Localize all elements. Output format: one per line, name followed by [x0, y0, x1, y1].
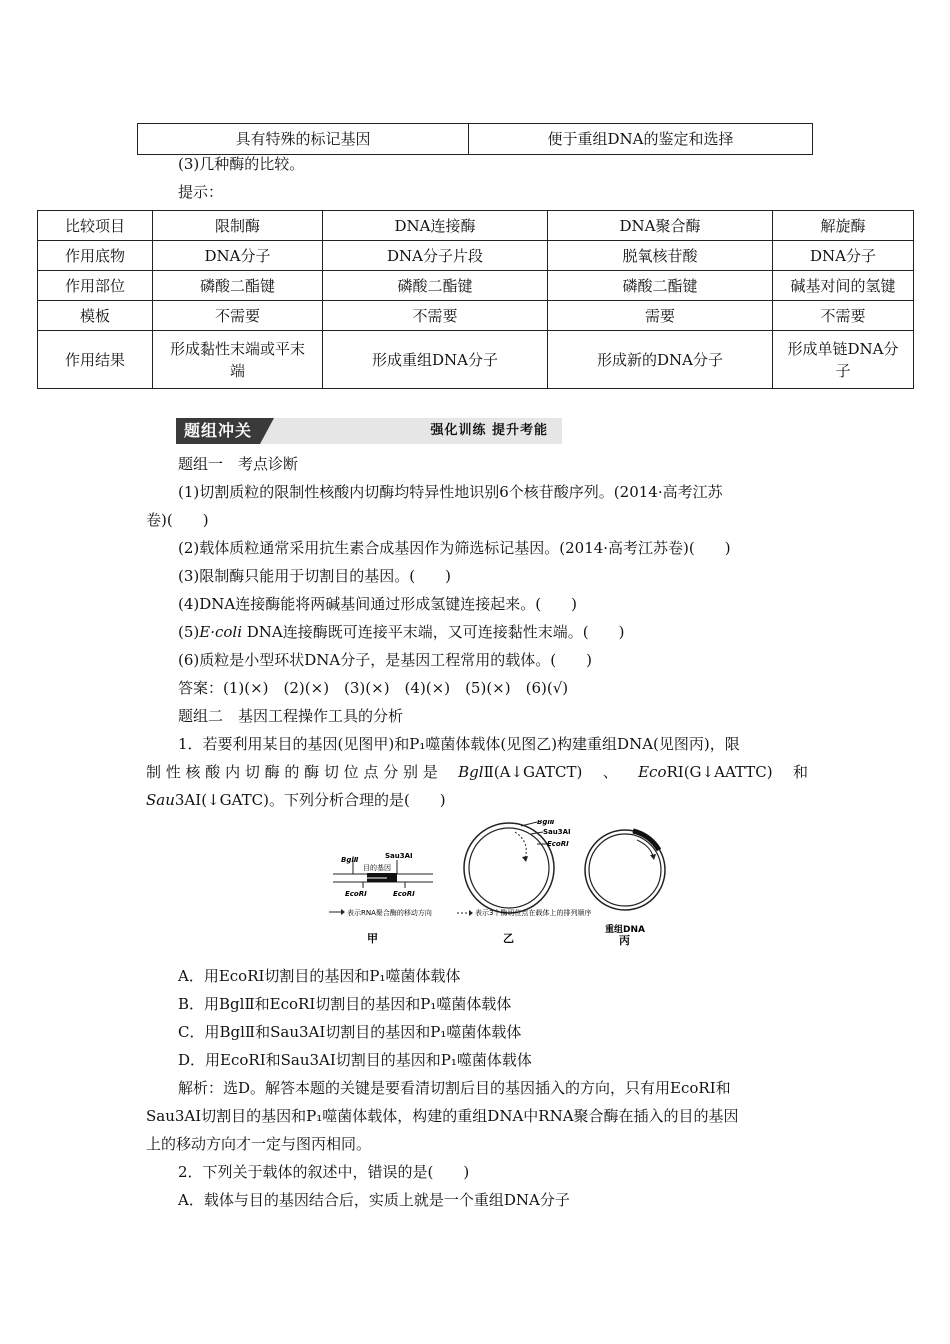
question: (6)质粒是小型环状DNA分子，是基因工程常用的载体。( ) — [178, 651, 592, 669]
q1-eco-site: RⅠ(G↓AATTC) — [666, 763, 773, 781]
jia-bgl-label: BglⅡ — [341, 856, 359, 864]
q5-text: DNA连接酶既可连接平末端，又可连接黏性末端。( ) — [242, 623, 625, 641]
question-cont: 卷)( ) — [146, 511, 209, 529]
q5-prefix: (5) — [178, 623, 200, 641]
table-cell: 脱氧核苷酸 — [548, 241, 773, 271]
table-cell: 作用底物 — [38, 241, 153, 271]
q1-sau-name: Sau — [146, 791, 175, 809]
table-cell: 作用结果 — [38, 331, 153, 389]
table-cell: 磷酸二酯键 — [548, 271, 773, 301]
header-cell: 限制酶 — [153, 211, 323, 241]
table-cell — [153, 331, 323, 389]
table-cell: 形成新的DNA分子 — [548, 331, 773, 389]
banner-corner — [260, 418, 274, 444]
table-cell: 模板 — [38, 301, 153, 331]
table-cell: DNA分子片段 — [323, 241, 548, 271]
q1-bgl — [458, 758, 582, 786]
yi-name: 乙 — [503, 932, 514, 945]
table-cell: 磷酸二酯键 — [153, 271, 323, 301]
header-cell: 解旋酶 — [773, 211, 914, 241]
analysis-line: Sau3AⅠ切割目的基因和P₁噬菌体载体，构建的重组DNA中RNA聚合酶在插入的目的基因 — [146, 1107, 739, 1125]
marker-cell: 便于重组DNA的鉴定和选择 — [469, 124, 813, 155]
q1-sau-rest: 3AⅠ(↓GATC)。下列分析合理的是( ) — [174, 791, 446, 809]
group2-title: 题组二 基因工程操作工具的分析 — [178, 707, 404, 725]
question: (3)限制酶只能用于切割目的基因。( ) — [178, 567, 451, 585]
question-line: 1．若要利用某目的基因(见图甲)和P₁噬菌体载体(见图乙)构建重组DNA(见图丙)，限 — [178, 735, 740, 753]
figure-bing — [585, 830, 665, 947]
jia-sau-label: Sau3AⅠ — [385, 852, 413, 860]
answer: 答案：(1)(×) (2)(×) (3)(×) (4)(×) (5)(×) (6)(√) — [178, 679, 569, 697]
table-cell: 作用部位 — [38, 271, 153, 301]
hint-label: 提示： — [178, 183, 224, 201]
q1-eco — [638, 758, 772, 786]
q5-species: E·coli — [199, 623, 242, 641]
header-cell: 比较项目 — [38, 211, 153, 241]
figure-yi — [457, 820, 591, 945]
jia-target-label: 目的基因 — [363, 864, 391, 872]
cell-line: 形成单链DNA分 — [787, 339, 899, 358]
q1-eco-name: Eco — [638, 763, 667, 781]
analysis-line: 上的移动方向才一定与图丙相同。 — [146, 1135, 372, 1153]
yi-bgl-label: BglⅡ — [537, 820, 555, 826]
restriction-figure — [325, 820, 675, 950]
jia-eco-label: EcoRⅠ — [393, 890, 415, 898]
table-cell: 需要 — [548, 301, 773, 331]
option-a: A．载体与目的基因结合后，实质上就是一个重组DNA分子 — [178, 1191, 570, 1209]
header-cell: DNA连接酶 — [323, 211, 548, 241]
q1-sep: 、 — [602, 763, 618, 781]
jia-name: 甲 — [367, 932, 378, 945]
table-cell: DNA分子 — [773, 241, 914, 271]
jia-legend: 表示RNA聚合酶的移动方向 — [347, 909, 432, 917]
cell-line: 形成黏性末端或平末 — [169, 339, 305, 358]
yi-legend: 表示3个酶切位点在载体上的排列顺序 — [475, 909, 592, 917]
yi-eco-label: EcoRⅠ — [547, 840, 569, 848]
group1-title: 题组一 考点诊断 — [178, 455, 299, 473]
table-cell: 不需要 — [153, 301, 323, 331]
q1-text: 制 性 核 酸 内 切 酶 的 酶 切 位 点 分 别 是 — [146, 763, 438, 781]
yi-sau-label: Sau3AⅠ — [543, 828, 571, 836]
table-cell: 不需要 — [323, 301, 548, 331]
q1-bgl-site: Ⅱ(A↓GATCT) — [483, 763, 583, 781]
table-cell — [773, 331, 914, 389]
enzyme-table — [37, 210, 914, 389]
bing-name: 丙 — [619, 934, 630, 947]
question-line — [146, 758, 808, 786]
question: (2)载体质粒通常采用抗生素合成基因作为筛选标记基因。(2014·高考江苏卷)( ) — [178, 539, 731, 557]
question: (1)切割质粒的限制性核酸内切酶均特异性地识别6个核苷酸序列。(2014·高考江苏 — [178, 483, 723, 501]
table-cell: 不需要 — [773, 301, 914, 331]
option-c: C．用BglⅡ和Sau3AⅠ切割目的基因和P₁噬菌体载体 — [178, 1023, 522, 1041]
cell-line: 端 — [229, 361, 245, 380]
option-a: A．用EcoRⅠ切割目的基因和P₁噬菌体载体 — [178, 967, 461, 985]
marker-cell: 具有特殊的标记基因 — [138, 124, 469, 155]
figure-jia — [329, 852, 433, 945]
header-cell: DNA聚合酶 — [548, 211, 773, 241]
banner-title: 题组冲关 — [176, 418, 260, 444]
banner-subtitle: 强化训练 提升考能 — [430, 423, 548, 438]
q1-and: 和 — [792, 763, 808, 781]
option-b: B．用BglⅡ和EcoRⅠ切割目的基因和P₁噬菌体载体 — [178, 995, 512, 1013]
section-banner — [176, 418, 562, 444]
cell-line: 子 — [835, 361, 851, 380]
question — [178, 618, 858, 646]
analysis-line: 解析：选D。解答本题的关键是要看清切割后目的基因插入的方向，只有用EcoRⅠ和 — [178, 1079, 731, 1097]
jia-eco-label: EcoRⅠ — [345, 890, 367, 898]
table-cell: DNA分子 — [153, 241, 323, 271]
question: 2．下列关于载体的叙述中，错误的是( ) — [178, 1163, 470, 1181]
bing-title: 重组DNA — [605, 925, 645, 935]
table-cell: 形成重组DNA分子 — [323, 331, 548, 389]
question-line — [146, 786, 826, 814]
question: (4)DNA连接酶能将两碱基间通过形成氢键连接起来。( ) — [178, 595, 577, 613]
compare-heading: (3)几种酶的比较。 — [178, 155, 305, 173]
option-d: D．用EcoRⅠ和Sau3AⅠ切割目的基因和P₁噬菌体载体 — [178, 1051, 532, 1069]
q1-bgl-name: Bgl — [458, 763, 484, 781]
table-cell: 碱基对间的氢键 — [773, 271, 914, 301]
table-cell: 磷酸二酯键 — [323, 271, 548, 301]
